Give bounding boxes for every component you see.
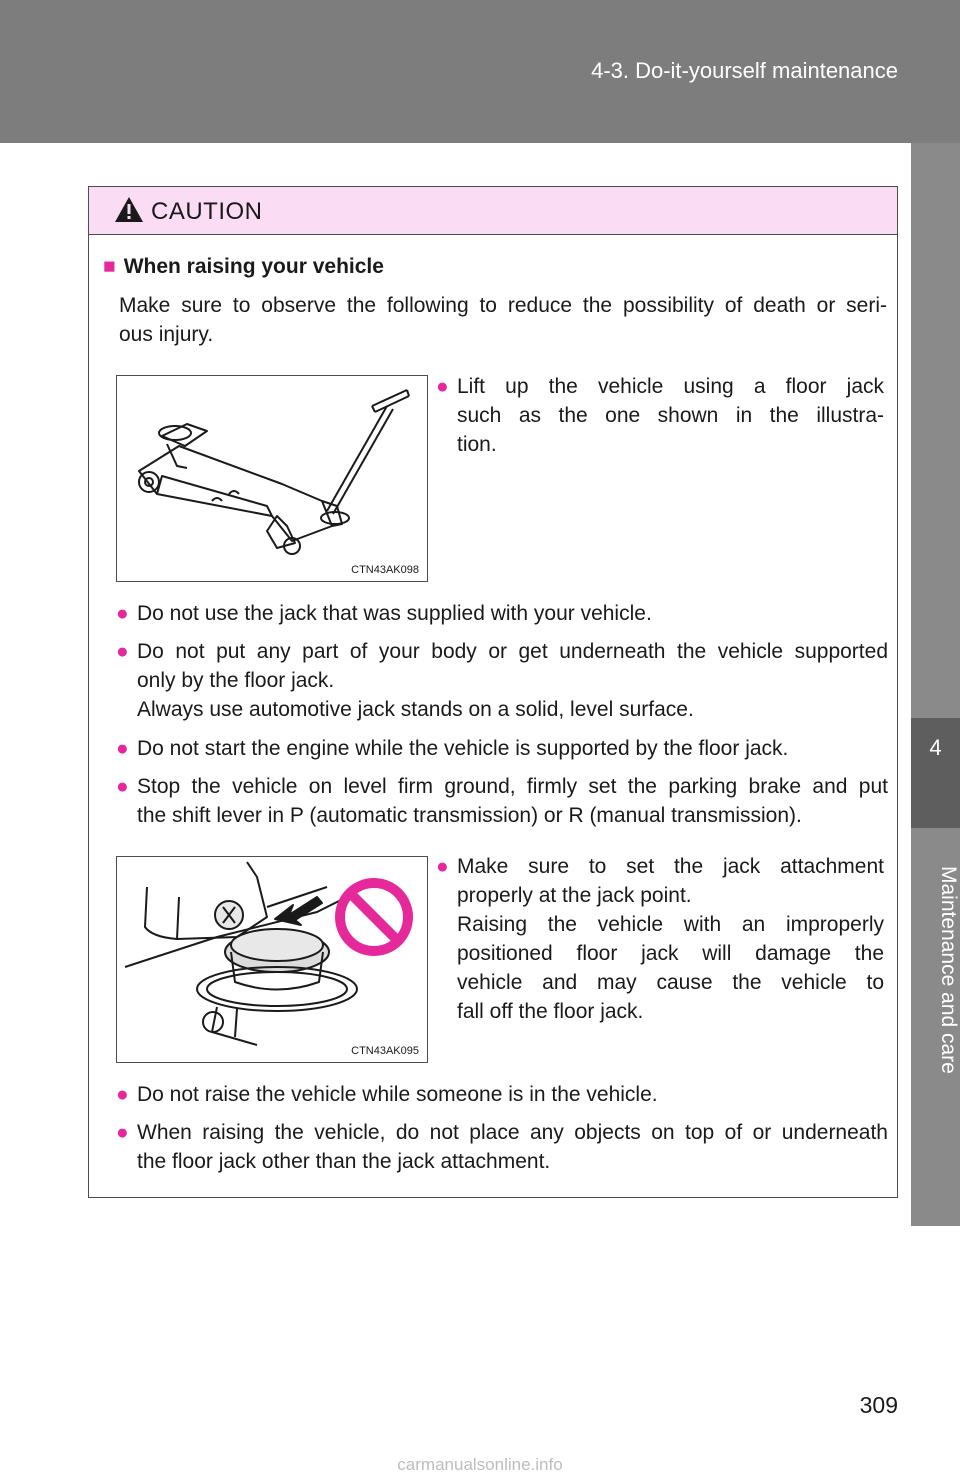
bullet-icon: ●: [116, 640, 129, 663]
bullet-icon: ●: [116, 1083, 129, 1106]
bullet-item: ● Make sure to set the jack attachment properly at the jack point. Raising the vehicle with an improperly positioned floor jack will damage the vehicle and may cause the vehicle to fall off the floor jack.: [436, 852, 884, 1026]
bullet-icon: ●: [436, 375, 449, 398]
bullet-icon: ●: [116, 1121, 129, 1144]
page-number: 309: [859, 1392, 898, 1418]
bullet-icon: ●: [116, 775, 129, 798]
figure-caption: CTN43AK098: [351, 564, 419, 576]
figure-caption: CTN43AK095: [351, 1045, 419, 1057]
bullet-item: ● Do not put any part of your body or get underneath the vehicle supported only by the floor jack. Always use automotive jack stands on a solid, level surface.: [116, 637, 888, 724]
intro-paragraph: Make sure to observe the following to reduce the possibility of death or seri- ous injury.: [119, 294, 887, 346]
jack-attachment-illustration: [117, 857, 427, 1047]
floor-jack-figure: [116, 375, 428, 582]
jack-attachment-figure: [116, 856, 428, 1063]
section-title: 4-3. Do-it-yourself maintenance: [591, 58, 898, 83]
square-bullet-icon: ■: [103, 255, 116, 278]
bullet-icon: ●: [116, 602, 129, 625]
warning-icon: [114, 196, 144, 223]
bullet-item: ● When raising the vehicle, do not place any objects on top of or underneath the floor jack other than the jack attachment.: [116, 1118, 888, 1176]
caution-title: CAUTION: [151, 198, 263, 225]
caution-box: [88, 186, 898, 1198]
bullet-icon: ●: [436, 855, 449, 878]
bullet-item: ● Do not use the jack that was supplied with your vehicle.: [116, 599, 888, 628]
section-heading: ■ When raising your vehicle: [103, 255, 384, 278]
caution-header: [89, 187, 897, 235]
bullet-item: ● Lift up the vehicle using a floor jack such as the one shown in the illustra- tion.: [436, 372, 884, 459]
chapter-number: 4: [929, 735, 942, 760]
bullet-icon: ●: [116, 737, 129, 760]
bullet-item: ● Do not start the engine while the vehicle is supported by the floor jack.: [116, 734, 888, 763]
watermark: carmanualsonline.info: [397, 1455, 563, 1474]
floor-jack-illustration: [117, 376, 427, 566]
chapter-label: Maintenance and care: [937, 866, 960, 1074]
page-header: [0, 0, 960, 143]
bullet-item: ● Do not raise the vehicle while someone is in the vehicle.: [116, 1080, 888, 1109]
bullet-item: ● Stop the vehicle on level firm ground, firmly set the parking brake and put the shift lever in P (automatic transmission) or R (manual transmission).: [116, 772, 888, 830]
